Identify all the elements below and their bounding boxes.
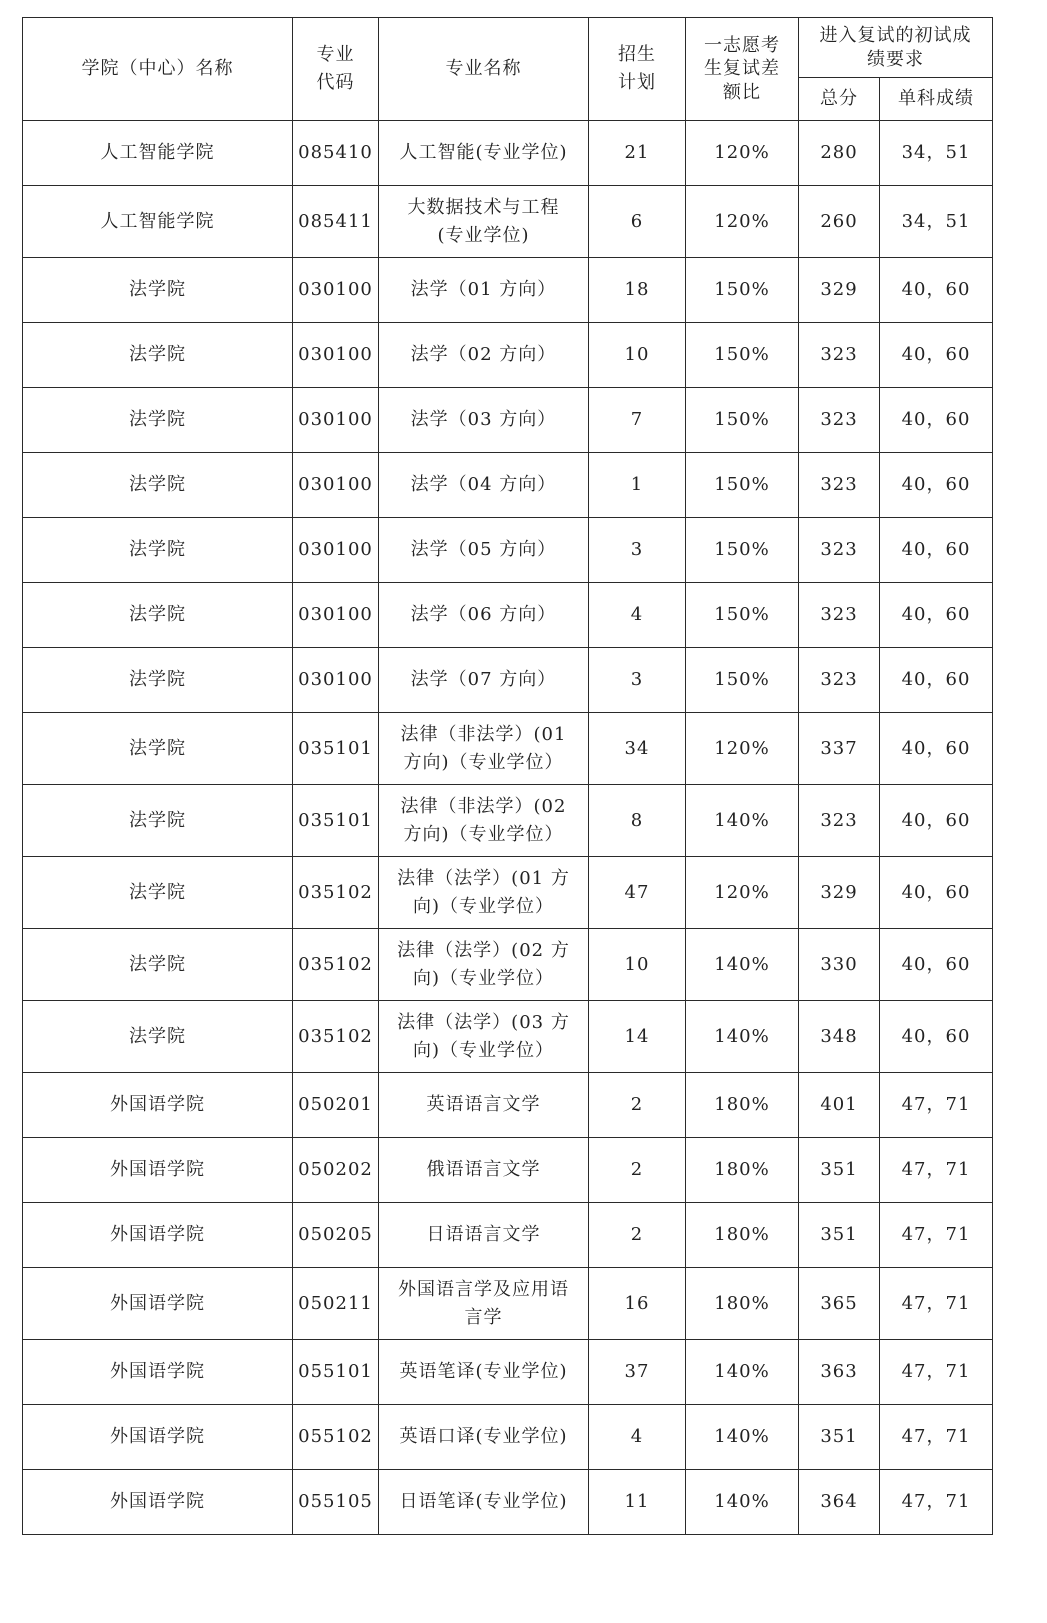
table-body [23,121,993,1535]
table-row [23,1073,993,1138]
cell-ratio: 140% [686,929,799,1001]
cell-major: 法律（非法学）(01 方向)（专业学位） [379,713,589,785]
cell-total: 330 [799,929,880,1001]
table-row [23,929,993,1001]
cell-ratio: 180% [686,1073,799,1138]
cell-ratio: 120% [686,713,799,785]
cell-college: 外国语学院 [23,1405,293,1470]
table-row [23,1405,993,1470]
cell-code: 035102 [293,1001,379,1073]
cell-plan: 10 [589,929,686,1001]
cell-major: 俄语语言文学 [379,1138,589,1203]
cell-ratio: 150% [686,648,799,713]
cell-code: 050201 [293,1073,379,1138]
header-major: 专业名称 [379,18,589,121]
cell-major: 英语语言文学 [379,1073,589,1138]
cell-total: 337 [799,713,880,785]
cell-total: 351 [799,1405,880,1470]
header-ratio: 一志愿考 生复试差 额比 [686,18,799,121]
cell-plan: 2 [589,1203,686,1268]
cell-plan: 11 [589,1470,686,1535]
table-row [23,323,993,388]
table-row [23,1470,993,1535]
cell-ratio: 120% [686,121,799,186]
cell-college: 法学院 [23,323,293,388]
cell-single: 34，51 [880,186,993,258]
cell-total: 280 [799,121,880,186]
cell-ratio: 180% [686,1203,799,1268]
cell-plan: 47 [589,857,686,929]
cell-total: 329 [799,857,880,929]
table-row [23,648,993,713]
cell-plan: 3 [589,518,686,583]
cell-major: 法律（非法学）(02 方向)（专业学位） [379,785,589,857]
cell-code: 030100 [293,323,379,388]
header-plan: 招生 计划 [589,18,686,121]
cell-single: 40，60 [880,388,993,453]
cell-plan: 4 [589,1405,686,1470]
cell-code: 085411 [293,186,379,258]
cell-college: 人工智能学院 [23,121,293,186]
cell-plan: 14 [589,1001,686,1073]
cell-ratio: 140% [686,1340,799,1405]
cell-single: 40，60 [880,258,993,323]
cell-major: 英语口译(专业学位) [379,1405,589,1470]
cell-ratio: 150% [686,583,799,648]
table-row [23,1138,993,1203]
cell-code: 085410 [293,121,379,186]
header-code: 专业 代码 [293,18,379,121]
cell-major: 大数据技术与工程 (专业学位) [379,186,589,258]
cell-plan: 8 [589,785,686,857]
cell-college: 法学院 [23,713,293,785]
cell-code: 055101 [293,1340,379,1405]
cell-single: 40，60 [880,713,993,785]
cell-code: 030100 [293,388,379,453]
cell-plan: 37 [589,1340,686,1405]
cell-code: 055102 [293,1405,379,1470]
cell-major: 法学（07 方向） [379,648,589,713]
cell-college: 法学院 [23,258,293,323]
cell-plan: 3 [589,648,686,713]
cell-ratio: 150% [686,258,799,323]
cell-college: 外国语学院 [23,1138,293,1203]
cell-ratio: 120% [686,186,799,258]
cell-code: 030100 [293,453,379,518]
cell-code: 050205 [293,1203,379,1268]
cell-total: 329 [799,258,880,323]
cell-plan: 10 [589,323,686,388]
cell-total: 363 [799,1340,880,1405]
cell-plan: 16 [589,1268,686,1340]
cell-code: 030100 [293,583,379,648]
table-row [23,186,993,258]
cell-college: 法学院 [23,453,293,518]
cell-college: 法学院 [23,648,293,713]
cell-total: 323 [799,453,880,518]
cell-college: 法学院 [23,518,293,583]
cell-single: 47，71 [880,1073,993,1138]
cell-ratio: 150% [686,323,799,388]
cell-total: 260 [799,186,880,258]
cell-major: 法学（04 方向） [379,453,589,518]
cell-code: 050211 [293,1268,379,1340]
cell-plan: 7 [589,388,686,453]
cell-ratio: 140% [686,1405,799,1470]
cell-ratio: 180% [686,1268,799,1340]
cell-code: 035102 [293,857,379,929]
cell-code: 030100 [293,258,379,323]
cell-major: 法学（02 方向） [379,323,589,388]
cell-single: 34，51 [880,121,993,186]
cell-major: 人工智能(专业学位) [379,121,589,186]
cell-ratio: 140% [686,1001,799,1073]
cell-code: 030100 [293,648,379,713]
cell-ratio: 140% [686,1470,799,1535]
cell-college: 外国语学院 [23,1340,293,1405]
cell-total: 348 [799,1001,880,1073]
cell-plan: 6 [589,186,686,258]
cell-major: 法学（01 方向） [379,258,589,323]
table-row [23,1340,993,1405]
cell-single: 40，60 [880,518,993,583]
cell-single: 47，71 [880,1470,993,1535]
cell-code: 035101 [293,713,379,785]
header-college: 学院（中心）名称 [23,18,293,121]
cell-plan: 34 [589,713,686,785]
table-row [23,583,993,648]
table-row [23,453,993,518]
cell-college: 法学院 [23,388,293,453]
cell-total: 365 [799,1268,880,1340]
cell-single: 40，60 [880,929,993,1001]
cell-major: 外国语言学及应用语 言学 [379,1268,589,1340]
cell-plan: 1 [589,453,686,518]
table-row [23,785,993,857]
cell-code: 050202 [293,1138,379,1203]
cell-major: 法律（法学）(01 方 向)（专业学位） [379,857,589,929]
table-row [23,857,993,929]
cell-total: 323 [799,785,880,857]
cell-college: 外国语学院 [23,1073,293,1138]
table-row [23,1001,993,1073]
cell-ratio: 150% [686,388,799,453]
cell-plan: 4 [589,583,686,648]
cell-major: 法学（05 方向） [379,518,589,583]
header-row-top [23,18,993,78]
cell-single: 40，60 [880,453,993,518]
cell-single: 40，60 [880,583,993,648]
table-row [23,713,993,785]
table-row [23,121,993,186]
cell-code: 030100 [293,518,379,583]
table-row [23,1203,993,1268]
table-row [23,518,993,583]
cell-college: 法学院 [23,929,293,1001]
cell-college: 法学院 [23,583,293,648]
cell-major: 日语语言文学 [379,1203,589,1268]
cell-plan: 21 [589,121,686,186]
cell-ratio: 150% [686,453,799,518]
cell-major: 法律（法学）(03 方 向)（专业学位） [379,1001,589,1073]
cell-total: 323 [799,388,880,453]
admission-table-container [22,17,993,1535]
cell-single: 47，71 [880,1138,993,1203]
cell-plan: 18 [589,258,686,323]
cell-single: 47，71 [880,1203,993,1268]
cell-code: 035102 [293,929,379,1001]
cell-college: 法学院 [23,785,293,857]
cell-ratio: 150% [686,518,799,583]
cell-major: 日语笔译(专业学位) [379,1470,589,1535]
cell-ratio: 180% [686,1138,799,1203]
header-single: 单科成绩 [880,78,993,121]
retest-score-table [22,17,993,1535]
cell-major: 英语笔译(专业学位) [379,1340,589,1405]
cell-college: 人工智能学院 [23,186,293,258]
cell-college: 法学院 [23,857,293,929]
cell-total: 401 [799,1073,880,1138]
cell-single: 47，71 [880,1340,993,1405]
cell-code: 055105 [293,1470,379,1535]
cell-single: 47，71 [880,1405,993,1470]
table-row [23,258,993,323]
header-score-requirement: 进入复试的初试成 绩要求 [799,18,993,78]
cell-single: 40，60 [880,648,993,713]
cell-college: 法学院 [23,1001,293,1073]
cell-single: 40，60 [880,323,993,388]
cell-single: 40，60 [880,857,993,929]
cell-single: 47，71 [880,1268,993,1340]
cell-ratio: 120% [686,857,799,929]
table-row [23,388,993,453]
cell-code: 035101 [293,785,379,857]
cell-college: 外国语学院 [23,1203,293,1268]
header-total: 总分 [799,78,880,121]
cell-major: 法律（法学）(02 方 向)（专业学位） [379,929,589,1001]
table-row [23,1268,993,1340]
cell-college: 外国语学院 [23,1268,293,1340]
cell-total: 323 [799,323,880,388]
cell-total: 364 [799,1470,880,1535]
cell-college: 外国语学院 [23,1470,293,1535]
cell-total: 351 [799,1203,880,1268]
cell-plan: 2 [589,1138,686,1203]
cell-single: 40，60 [880,1001,993,1073]
cell-total: 323 [799,518,880,583]
cell-total: 323 [799,583,880,648]
cell-single: 40，60 [880,785,993,857]
cell-ratio: 140% [686,785,799,857]
cell-total: 351 [799,1138,880,1203]
cell-plan: 2 [589,1073,686,1138]
cell-total: 323 [799,648,880,713]
cell-major: 法学（03 方向） [379,388,589,453]
cell-major: 法学（06 方向） [379,583,589,648]
